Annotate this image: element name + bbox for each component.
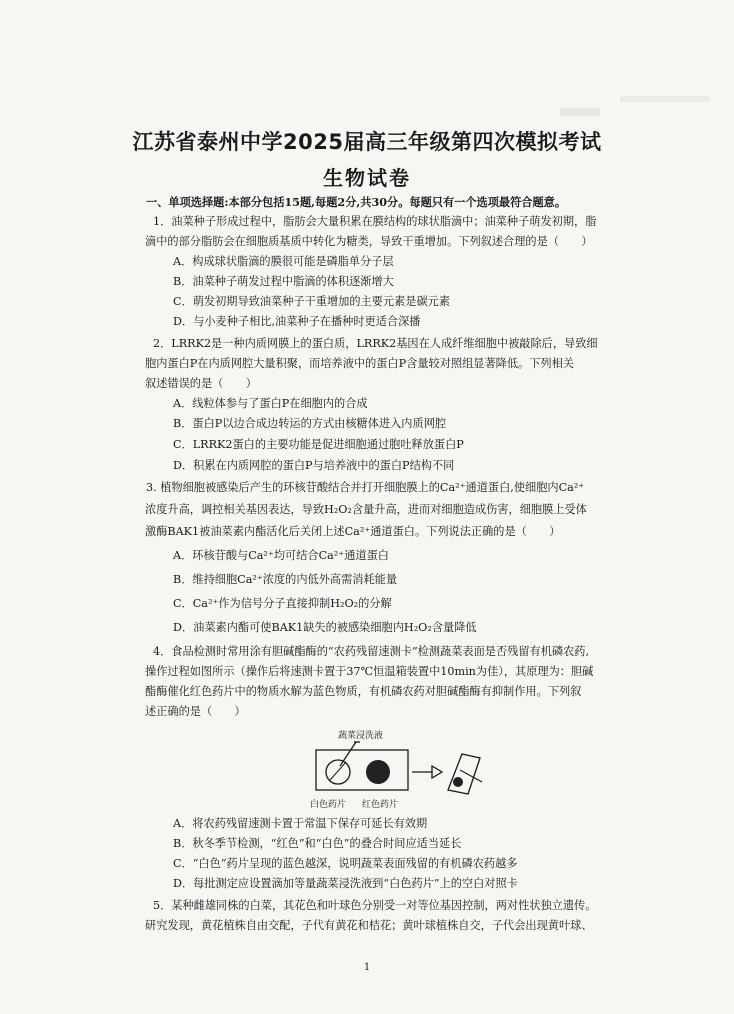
q3-option-b: B．维持细胞Ca²⁺浓度的内低外高需消耗能量 bbox=[173, 573, 398, 586]
q1-option-a: A．构成球状脂滴的膜很可能是磷脂单分子层 bbox=[173, 255, 394, 268]
test-card-diagram bbox=[300, 728, 490, 812]
q3-stem-line3: 激酶BAK1被油菜素内酯活化后关闭上述Ca²⁺通道蛋白。下列说法正确的是（ ） bbox=[145, 525, 561, 538]
q3-option-d: D．油菜素内酯可使BAK1缺失的被感染细胞内H₂O₂含量降低 bbox=[173, 621, 477, 634]
q3-stem-line2: 浓度升高，调控相关基因表达，导致H₂O₂含量升高，进而对细胞造成伤害，细胞膜上受体 bbox=[145, 503, 587, 516]
scan-artifact bbox=[560, 108, 600, 116]
q1-stem-line2: 滴中的部分脂肪会在细胞质基质中转化为糖类，导致干重增加。下列叙述合理的是（ ） bbox=[145, 235, 593, 248]
q2-option-b: B．蛋白P以边合成边转运的方式由核糖体进入内质网腔 bbox=[173, 417, 447, 430]
q4-stem-line4: 述正确的是（ ） bbox=[145, 705, 246, 718]
q2-stem-line3: 叙述错误的是（ ） bbox=[145, 377, 257, 390]
section-heading: 一、单项选择题:本部分包括15题,每题2分,共30分。每题只有一个选项最符合题意。 bbox=[146, 195, 567, 209]
q5-stem-line2: 研究发现，黄花植株自由交配，子代有黄花和桔花；黄叶球植株自交，子代会出现黄叶球、 bbox=[145, 919, 593, 932]
scan-artifact bbox=[620, 96, 710, 102]
red-tablet-icon bbox=[366, 760, 390, 784]
q2-option-d: D．积累在内质网腔的蛋白P与培养液中的蛋白P结构不同 bbox=[173, 459, 455, 472]
q1-option-d: D．与小麦种子相比,油菜种子在播种时更适合深播 bbox=[173, 315, 421, 328]
q1-stem-line1: 1．油菜种子形成过程中，脂肪会大量积累在膜结构的球状脂滴中；油菜种子萌发初期，脂 bbox=[153, 215, 597, 228]
q4-option-b: B．秋冬季节检测，“红色”和“白色”的叠合时间应适当延长 bbox=[173, 837, 462, 850]
q2-stem-line2: 胞内蛋白P在内质网腔大量积聚，而培养液中的蛋白P含量较对照组显著降低。下列相关 bbox=[145, 357, 574, 370]
q4-stem-line1: 4．食品检测时常用涂有胆碱酯酶的“农药残留速测卡”检测蔬菜表面是否残留有机磷农药, bbox=[153, 645, 590, 658]
test-card-illustration bbox=[300, 728, 490, 812]
q5-stem-line1: 5．某种雌雄同株的白菜，其花色和叶球色分别受一对等位基因控制，两对性状独立遗传。 bbox=[153, 899, 597, 912]
q3-option-c: C．Ca²⁺作为信号分子直接抑制H₂O₂的分解 bbox=[173, 597, 392, 610]
q2-option-c: C．LRRK2蛋白的主要功能是促进细胞通过胞吐释放蛋白P bbox=[173, 438, 464, 451]
q2-stem-line1: 2．LRRK2是一种内质网膜上的蛋白质，LRRK2基因在人成纤维细胞中被敲除后，导致细 bbox=[153, 337, 598, 350]
q4-option-c: C．“白色”药片呈现的蓝色越深，说明蔬菜表面残留的有机磷农药越多 bbox=[173, 857, 518, 870]
figure-label-red-tablet: 红色药片 bbox=[362, 800, 399, 810]
figure-label-white-tablet: 白色药片 bbox=[310, 800, 347, 810]
q4-stem-line2: 操作过程如图所示（操作后将速测卡置于37℃恒温箱装置中10min为佳），其原理为：胆碱 bbox=[145, 665, 594, 678]
page-number: 1 bbox=[363, 962, 371, 973]
dropper-icon bbox=[340, 742, 356, 766]
q4-option-d: D．每批测定应设置滴加等量蔬菜浸洗液到“白色药片”上的空白对照卡 bbox=[173, 877, 518, 890]
q3-option-a: A．环核苷酸与Ca²⁺均可结合Ca²⁺通道蛋白 bbox=[173, 549, 389, 562]
q4-option-a: A．将农药残留速测卡置于常温下保存可延长有效期 bbox=[173, 817, 428, 830]
q4-stem-line3: 酯酶催化红色药片中的物质水解为蓝色物质，有机磷农药对胆碱酯酶有抑制作用。下列叙 bbox=[145, 685, 582, 698]
q1-option-b: B．油菜种子萌发过程中脂滴的体积逐渐增大 bbox=[173, 275, 394, 288]
test-card-rect bbox=[316, 750, 408, 790]
q2-option-a: A．线粒体参与了蛋白P在细胞内的合成 bbox=[173, 397, 368, 410]
q3-stem-line1: 3. 植物细胞被感染后产生的环核苷酸结合并打开细胞膜上的Ca²⁺通道蛋白,使细胞内Ca²⁺ bbox=[146, 481, 585, 494]
exam-subtitle: 生物试卷 bbox=[323, 166, 411, 190]
figure-label-wash-liquid: 蔬菜浸洗液 bbox=[338, 731, 384, 741]
white-tablet-icon bbox=[326, 760, 350, 784]
exam-title: 江苏省泰州中学2025届高三年级第四次模拟考试 bbox=[132, 130, 602, 154]
folded-card-icon bbox=[448, 754, 480, 794]
q1-option-c: C．萌发初期导致油菜种子干重增加的主要元素是碳元素 bbox=[173, 295, 451, 308]
